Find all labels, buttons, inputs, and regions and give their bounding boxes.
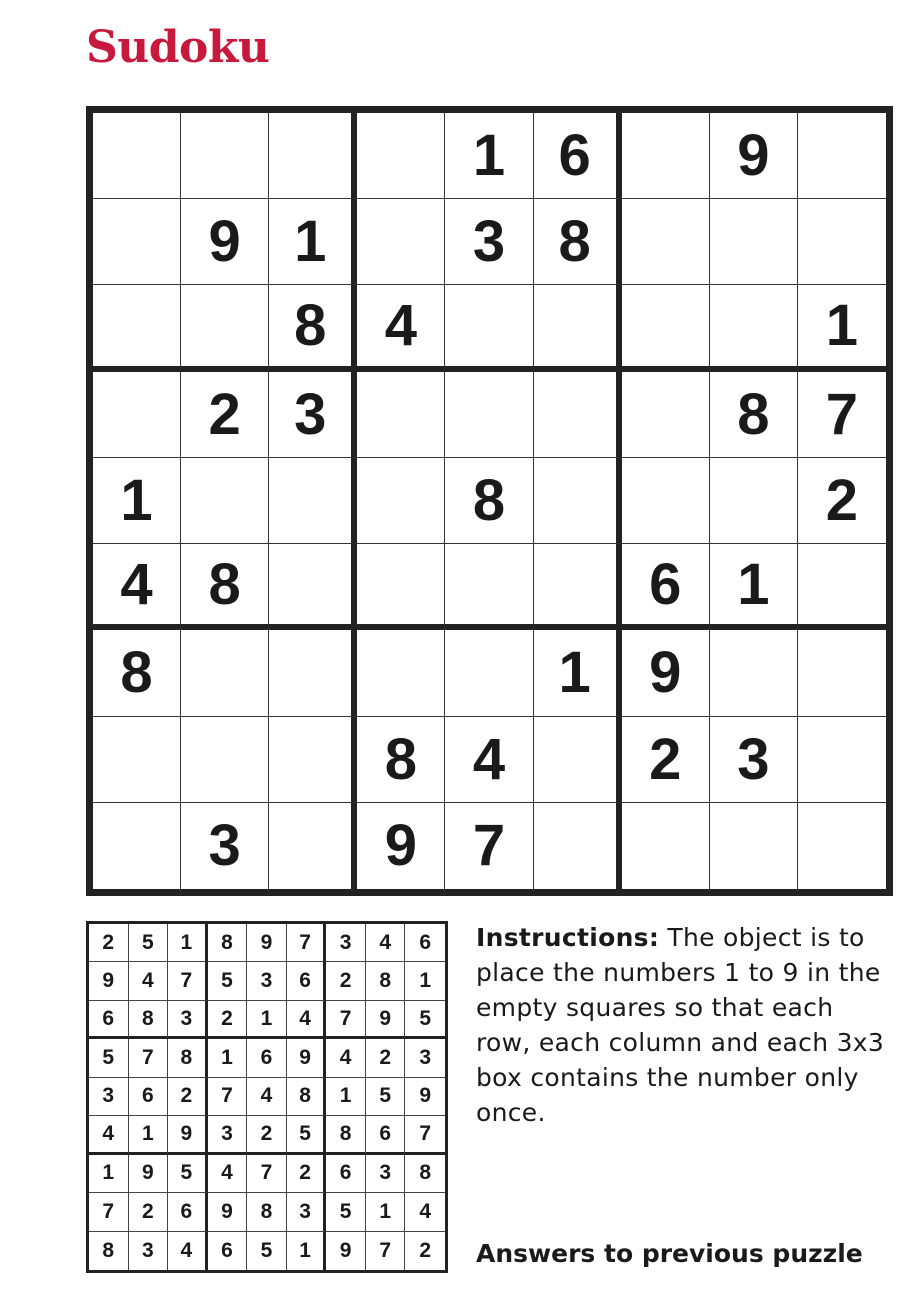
puzzle-cell-r6c8: 1 <box>710 544 798 630</box>
answer-cell-r9c9: 2 <box>419 1238 432 1262</box>
answer-cell-r9c6: 1 <box>287 1232 327 1270</box>
puzzle-cell-r8c7: 2 <box>622 717 710 803</box>
answer-cell-r8c1: 7 <box>89 1193 129 1231</box>
puzzle-cell-r3c3: 8 <box>269 285 357 371</box>
answer-cell-r7c3: 5 <box>168 1155 208 1193</box>
page-title: Sudoku <box>86 22 270 73</box>
answer-cell-r9c2: 3 <box>129 1232 169 1270</box>
puzzle-cell-r6c4[interactable] <box>357 544 445 630</box>
previous-answers-grid <box>86 921 448 1273</box>
answer-cell-r8c4: 9 <box>208 1193 248 1231</box>
puzzle-cell-r2c8[interactable] <box>710 199 798 285</box>
answer-cell-r8c3: 6 <box>168 1193 208 1231</box>
answer-cell-r7c6: 2 <box>287 1155 327 1193</box>
answer-cell-r6c9: 7 <box>405 1116 445 1154</box>
answer-cell-r6c8: 6 <box>366 1116 406 1154</box>
puzzle-cell-r3c8[interactable] <box>710 285 798 371</box>
puzzle-cell-r6c1: 4 <box>93 544 181 630</box>
answer-cell-r6c6: 5 <box>287 1116 327 1154</box>
puzzle-cell-r7c4[interactable] <box>357 630 445 716</box>
puzzle-cell-r9c9[interactable] <box>798 803 886 889</box>
puzzle-cell-r9c1[interactable] <box>93 803 181 889</box>
answer-cell-r5c4: 7 <box>208 1078 248 1116</box>
puzzle-cell-r3c2[interactable] <box>181 285 269 371</box>
answer-cell-r6c5: 2 <box>247 1116 287 1154</box>
puzzle-cell-r8c2[interactable] <box>181 717 269 803</box>
puzzle-cell-r1c6: 6 <box>534 113 622 199</box>
puzzle-cell-r3c1[interactable] <box>93 285 181 371</box>
answer-cell-r2c8: 8 <box>366 962 406 1000</box>
puzzle-cell-r1c5: 1 <box>445 113 533 199</box>
puzzle-cell-r5c5: 8 <box>445 458 533 544</box>
answer-cell-r7c8: 3 <box>366 1155 406 1193</box>
puzzle-cell-r3c5[interactable] <box>445 285 533 371</box>
puzzle-cell-r1c2[interactable] <box>181 113 269 199</box>
puzzle-cell-r7c1: 8 <box>93 630 181 716</box>
puzzle-cell-r9c6[interactable] <box>534 803 622 889</box>
answer-cell-r5c2: 6 <box>129 1078 169 1116</box>
puzzle-cell-r1c9[interactable] <box>798 113 886 199</box>
puzzle-cell-r1c3[interactable] <box>269 113 357 199</box>
previous-answers-caption: Answers to previous puzzle <box>476 1239 863 1268</box>
puzzle-cell-r4c1[interactable] <box>93 372 181 458</box>
instructions-body: The object is to place the numbers 1 to 9 in the empty squares so that each row, each column and each 3x3 box contains the number only once. <box>476 923 885 1127</box>
puzzle-cell-r3c7[interactable] <box>622 285 710 371</box>
puzzle-cell-r9c2: 3 <box>181 803 269 889</box>
answer-cell-r8c5: 8 <box>247 1193 287 1231</box>
puzzle-cell-r6c5[interactable] <box>445 544 533 630</box>
answer-cell-r9c4: 6 <box>208 1232 248 1270</box>
answer-cell-r1c1: 2 <box>89 924 129 962</box>
answer-cell-r7c7: 6 <box>326 1155 366 1193</box>
answer-cell-r1c2: 5 <box>129 924 169 962</box>
puzzle-cell-r7c8[interactable] <box>710 630 798 716</box>
answer-cell-r9c7: 9 <box>326 1232 366 1270</box>
puzzle-cell-r6c2: 8 <box>181 544 269 630</box>
puzzle-cell-r7c9[interactable] <box>798 630 886 716</box>
puzzle-cell-r4c7[interactable] <box>622 372 710 458</box>
puzzle-cell-r9c4: 9 <box>357 803 445 889</box>
puzzle-cell-r8c5: 4 <box>445 717 533 803</box>
puzzle-cell-r5c3[interactable] <box>269 458 357 544</box>
answer-cell-r6c3: 9 <box>168 1116 208 1154</box>
puzzle-cell-r8c1[interactable] <box>93 717 181 803</box>
puzzle-cell-r1c1[interactable] <box>93 113 181 199</box>
answer-cell-r4c7: 4 <box>326 1039 366 1077</box>
answer-cell-r1c5: 9 <box>247 924 287 962</box>
puzzle-cell-r3c9: 1 <box>798 285 886 371</box>
answer-cell-r6c7: 8 <box>326 1116 366 1154</box>
answer-cell-r3c6: 4 <box>287 1001 327 1039</box>
puzzle-cell-r6c6[interactable] <box>534 544 622 630</box>
answer-cell-r8c7: 5 <box>326 1193 366 1231</box>
answer-cell-r2c1: 9 <box>89 962 129 1000</box>
puzzle-cell-r4c5[interactable] <box>445 372 533 458</box>
puzzle-cell-r5c1: 1 <box>93 458 181 544</box>
puzzle-cell-r4c3: 3 <box>269 372 357 458</box>
puzzle-cell-r9c8[interactable] <box>710 803 798 889</box>
puzzle-cell-r6c3[interactable] <box>269 544 357 630</box>
answer-cell-r5c8: 5 <box>366 1078 406 1116</box>
puzzle-cell-r7c6: 1 <box>534 630 622 716</box>
answer-cell-r1c9: 6 <box>405 924 445 962</box>
puzzle-cell-r2c6: 8 <box>534 199 622 285</box>
puzzle-cell-r2c4[interactable] <box>357 199 445 285</box>
puzzle-cell-r9c7[interactable] <box>622 803 710 889</box>
puzzle-cell-r8c4: 8 <box>357 717 445 803</box>
answer-cell-r6c1: 4 <box>89 1116 129 1154</box>
answer-cell-r8c8: 1 <box>366 1193 406 1231</box>
answer-cell-r3c8: 9 <box>366 1001 406 1039</box>
puzzle-cell-r5c6[interactable] <box>534 458 622 544</box>
puzzle-cell-r8c9[interactable] <box>798 717 886 803</box>
answer-cell-r2c7: 2 <box>326 962 366 1000</box>
puzzle-cell-r7c5[interactable] <box>445 630 533 716</box>
answer-cell-r5c5: 4 <box>247 1078 287 1116</box>
answer-cell-r7c4: 4 <box>208 1155 248 1193</box>
answer-cell-r9c5: 5 <box>247 1232 287 1270</box>
puzzle-cell-r5c9: 2 <box>798 458 886 544</box>
puzzle-cell-r7c7: 9 <box>622 630 710 716</box>
answer-cell-r4c8: 2 <box>366 1039 406 1077</box>
puzzle-cell-r4c9: 7 <box>798 372 886 458</box>
answer-cell-r1c4: 8 <box>208 924 248 962</box>
answer-cell-r4c3: 8 <box>168 1039 208 1077</box>
puzzle-cell-r3c6[interactable] <box>534 285 622 371</box>
answer-cell-r2c3: 7 <box>168 962 208 1000</box>
puzzle-cell-r4c2: 2 <box>181 372 269 458</box>
answer-cell-r8c6: 3 <box>287 1193 327 1231</box>
answer-cell-r7c9: 8 <box>405 1155 445 1193</box>
answer-cell-r7c1: 1 <box>89 1155 129 1193</box>
puzzle-cell-r5c4[interactable] <box>357 458 445 544</box>
answer-cell-r7c5: 7 <box>247 1155 287 1193</box>
answer-cell-r9c3: 4 <box>168 1232 208 1270</box>
answer-cell-r3c5: 1 <box>247 1001 287 1039</box>
answer-cell-r9c1: 8 <box>89 1232 129 1270</box>
answer-cell-r1c3: 1 <box>168 924 208 962</box>
answer-cell-r8c2: 2 <box>129 1193 169 1231</box>
answer-cell-r8c9: 4 <box>405 1193 445 1231</box>
answer-cell-r7c2: 9 <box>129 1155 169 1193</box>
puzzle-cell-r4c8: 8 <box>710 372 798 458</box>
answer-cell-r3c4: 2 <box>208 1001 248 1039</box>
answer-cell-r3c9: 5 <box>405 1001 445 1039</box>
answer-cell-r9c8: 7 <box>366 1232 406 1270</box>
instructions-label: Instructions: <box>476 923 660 952</box>
answer-cell-r4c9: 3 <box>405 1039 445 1077</box>
puzzle-cell-r8c8: 3 <box>710 717 798 803</box>
puzzle-cell-r2c7[interactable] <box>622 199 710 285</box>
puzzle-cell-r2c2: 9 <box>181 199 269 285</box>
puzzle-cell-r6c9[interactable] <box>798 544 886 630</box>
answer-cell-r4c1: 5 <box>89 1039 129 1077</box>
puzzle-cell-r1c4[interactable] <box>357 113 445 199</box>
answer-cell-r2c6: 6 <box>287 962 327 1000</box>
puzzle-cell-r9c5: 7 <box>445 803 533 889</box>
sudoku-puzzle-grid <box>86 106 893 896</box>
answer-cell-r1c8: 4 <box>366 924 406 962</box>
puzzle-cell-r2c5: 3 <box>445 199 533 285</box>
answer-cell-r3c1: 6 <box>89 1001 129 1039</box>
instructions-text <box>476 920 886 1130</box>
puzzle-cell-r3c4: 4 <box>357 285 445 371</box>
answer-cell-r5c3: 2 <box>168 1078 208 1116</box>
answer-cell-r2c2: 4 <box>129 962 169 1000</box>
answer-cell-r1c6: 7 <box>287 924 327 962</box>
puzzle-cell-r7c3[interactable] <box>269 630 357 716</box>
puzzle-cell-r7c2[interactable] <box>181 630 269 716</box>
answer-cell-r5c1: 3 <box>89 1078 129 1116</box>
puzzle-cell-r1c7[interactable] <box>622 113 710 199</box>
puzzle-cell-r8c3[interactable] <box>269 717 357 803</box>
answer-cell-r5c7: 1 <box>326 1078 366 1116</box>
answer-cell-r5c6: 8 <box>287 1078 327 1116</box>
answer-cell-r3c2: 8 <box>129 1001 169 1039</box>
puzzle-cell-r2c9[interactable] <box>798 199 886 285</box>
puzzle-cell-r6c7: 6 <box>622 544 710 630</box>
answer-cell-r2c5: 3 <box>247 962 287 1000</box>
puzzle-cell-r8c6[interactable] <box>534 717 622 803</box>
answer-cell-r4c6: 9 <box>287 1039 327 1077</box>
puzzle-cell-r1c8: 9 <box>710 113 798 199</box>
puzzle-cell-r4c4[interactable] <box>357 372 445 458</box>
answer-cell-r1c7: 3 <box>326 924 366 962</box>
answer-cell-r6c4: 3 <box>208 1116 248 1154</box>
answer-cell-r5c9: 9 <box>405 1078 445 1116</box>
answer-cell-r2c9: 1 <box>405 962 445 1000</box>
puzzle-cell-r2c1[interactable] <box>93 199 181 285</box>
answer-cell-r3c3: 3 <box>168 1001 208 1039</box>
answer-cell-r4c5: 6 <box>247 1039 287 1077</box>
puzzle-cell-r9c3[interactable] <box>269 803 357 889</box>
answer-cell-r4c4: 1 <box>208 1039 248 1077</box>
puzzle-cell-r4c6[interactable] <box>534 372 622 458</box>
puzzle-cell-r5c2[interactable] <box>181 458 269 544</box>
puzzle-cell-r5c7[interactable] <box>622 458 710 544</box>
answer-cell-r3c7: 7 <box>326 1001 366 1039</box>
puzzle-cell-r2c3: 1 <box>269 199 357 285</box>
answer-cell-r2c4: 5 <box>208 962 248 1000</box>
answer-cell-r6c2: 1 <box>129 1116 169 1154</box>
puzzle-cell-r5c8[interactable] <box>710 458 798 544</box>
answer-cell-r4c2: 7 <box>129 1039 169 1077</box>
